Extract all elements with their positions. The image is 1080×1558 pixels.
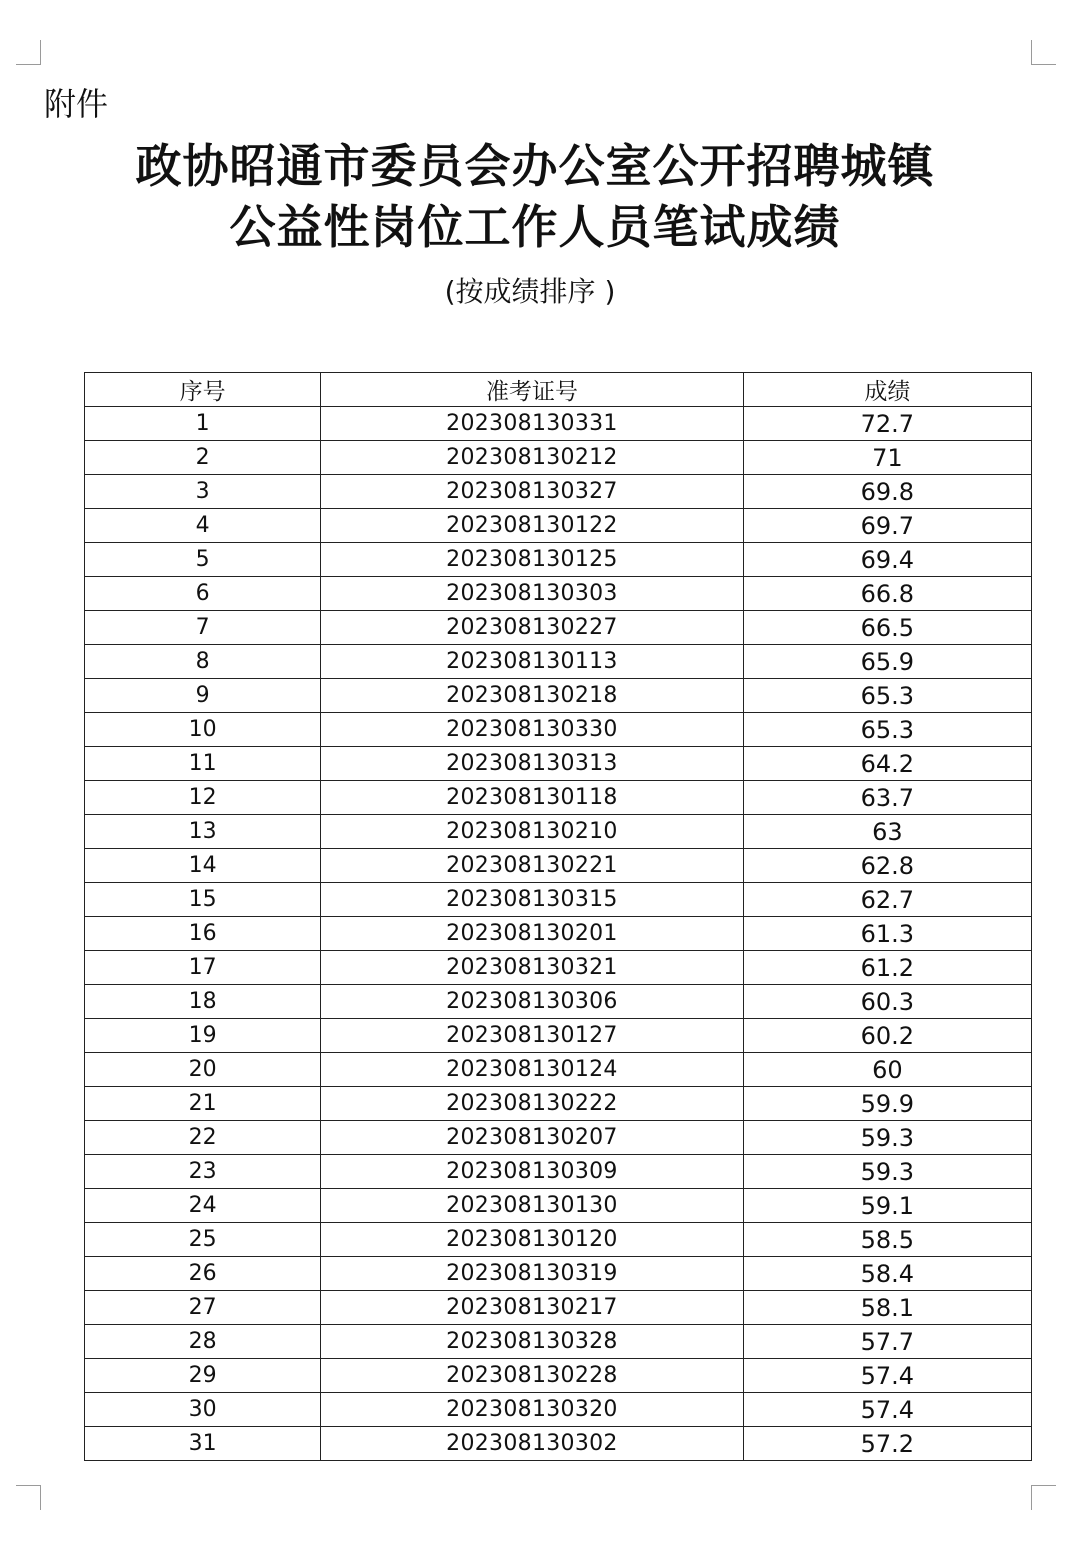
table-row	[85, 475, 1032, 509]
row-exam-id: 202308130217	[321, 1291, 743, 1325]
row-score: 57.4	[743, 1359, 1031, 1393]
row-score: 58.4	[743, 1257, 1031, 1291]
crop-mark-top-left	[16, 40, 41, 65]
row-exam-id: 202308130319	[321, 1257, 743, 1291]
row-exam-id: 202308130113	[321, 645, 743, 679]
row-exam-id: 202308130207	[321, 1121, 743, 1155]
table-row	[85, 441, 1032, 475]
row-score: 65.3	[743, 713, 1031, 747]
table-row	[85, 1121, 1032, 1155]
row-exam-id: 202308130130	[321, 1189, 743, 1223]
row-exam-id: 202308130321	[321, 951, 743, 985]
row-seq: 2	[85, 441, 321, 475]
row-score: 69.7	[743, 509, 1031, 543]
row-seq: 26	[85, 1257, 321, 1291]
row-seq: 11	[85, 747, 321, 781]
row-score: 59.3	[743, 1155, 1031, 1189]
table-body	[85, 407, 1032, 1461]
row-seq: 9	[85, 679, 321, 713]
row-seq: 25	[85, 1223, 321, 1257]
row-score: 59.9	[743, 1087, 1031, 1121]
row-score: 62.7	[743, 883, 1031, 917]
row-exam-id: 202308130127	[321, 1019, 743, 1053]
row-seq: 14	[85, 849, 321, 883]
header-exam-id: 准考证号	[321, 373, 743, 407]
table-row	[85, 747, 1032, 781]
row-score: 60.2	[743, 1019, 1031, 1053]
row-score: 72.7	[743, 407, 1031, 441]
row-seq: 4	[85, 509, 321, 543]
table-row	[85, 543, 1032, 577]
row-exam-id: 202308130201	[321, 917, 743, 951]
row-score: 63.7	[743, 781, 1031, 815]
row-exam-id: 202308130227	[321, 611, 743, 645]
row-score: 66.8	[743, 577, 1031, 611]
crop-mark-bottom-right	[1031, 1485, 1056, 1510]
row-score: 58.5	[743, 1223, 1031, 1257]
row-seq: 21	[85, 1087, 321, 1121]
table-row	[85, 781, 1032, 815]
row-seq: 19	[85, 1019, 321, 1053]
table-row	[85, 1087, 1032, 1121]
row-exam-id: 202308130303	[321, 577, 743, 611]
row-seq: 3	[85, 475, 321, 509]
row-seq: 30	[85, 1393, 321, 1427]
row-exam-id: 202308130218	[321, 679, 743, 713]
table-row	[85, 1359, 1032, 1393]
row-score: 63	[743, 815, 1031, 849]
table-row	[85, 1053, 1032, 1087]
table-row	[85, 1189, 1032, 1223]
row-score: 71	[743, 441, 1031, 475]
row-score: 59.3	[743, 1121, 1031, 1155]
row-score: 66.5	[743, 611, 1031, 645]
row-exam-id: 202308130221	[321, 849, 743, 883]
document-subtitle: (按成绩排序 )	[444, 275, 616, 308]
row-score: 69.8	[743, 475, 1031, 509]
row-score: 57.7	[743, 1325, 1031, 1359]
table-row	[85, 611, 1032, 645]
attachment-label: 附件	[44, 85, 109, 123]
row-score: 58.1	[743, 1291, 1031, 1325]
table-row	[85, 645, 1032, 679]
row-exam-id: 202308130330	[321, 713, 743, 747]
row-seq: 5	[85, 543, 321, 577]
row-seq: 17	[85, 951, 321, 985]
row-exam-id: 202308130124	[321, 1053, 743, 1087]
row-seq: 31	[85, 1427, 321, 1461]
table-row	[85, 509, 1032, 543]
row-seq: 7	[85, 611, 321, 645]
table-row	[85, 1257, 1032, 1291]
table-row	[85, 713, 1032, 747]
row-exam-id: 202308130118	[321, 781, 743, 815]
header-score: 成绩	[743, 373, 1031, 407]
row-exam-id: 202308130331	[321, 407, 743, 441]
document-title-line2: 公益性岗位工作人员笔试成绩	[229, 200, 841, 254]
row-seq: 23	[85, 1155, 321, 1189]
row-seq: 18	[85, 985, 321, 1019]
row-exam-id: 202308130228	[321, 1359, 743, 1393]
table-row	[85, 1223, 1032, 1257]
table-row	[85, 679, 1032, 713]
row-exam-id: 202308130122	[321, 509, 743, 543]
row-exam-id: 202308130328	[321, 1325, 743, 1359]
row-seq: 22	[85, 1121, 321, 1155]
table-row	[85, 407, 1032, 441]
row-exam-id: 202308130212	[321, 441, 743, 475]
table-row	[85, 1393, 1032, 1427]
row-exam-id: 202308130302	[321, 1427, 743, 1461]
row-score: 65.3	[743, 679, 1031, 713]
row-exam-id: 202308130309	[321, 1155, 743, 1189]
crop-mark-top-right	[1031, 40, 1056, 65]
row-seq: 12	[85, 781, 321, 815]
row-seq: 29	[85, 1359, 321, 1393]
table-row	[85, 1291, 1032, 1325]
table-row	[85, 1019, 1032, 1053]
row-exam-id: 202308130315	[321, 883, 743, 917]
row-score: 64.2	[743, 747, 1031, 781]
header-seq: 序号	[85, 373, 321, 407]
row-score: 60	[743, 1053, 1031, 1087]
table-row	[85, 815, 1032, 849]
crop-mark-bottom-left	[16, 1485, 41, 1510]
row-score: 69.4	[743, 543, 1031, 577]
row-seq: 15	[85, 883, 321, 917]
row-score: 61.3	[743, 917, 1031, 951]
row-seq: 27	[85, 1291, 321, 1325]
row-exam-id: 202308130320	[321, 1393, 743, 1427]
table-row	[85, 577, 1032, 611]
table-row	[85, 917, 1032, 951]
row-score: 59.1	[743, 1189, 1031, 1223]
row-seq: 28	[85, 1325, 321, 1359]
document-title-line1: 政协昭通市委员会办公室公开招聘城镇	[135, 139, 935, 193]
row-seq: 13	[85, 815, 321, 849]
table-row	[85, 951, 1032, 985]
row-seq: 1	[85, 407, 321, 441]
row-exam-id: 202308130306	[321, 985, 743, 1019]
row-seq: 16	[85, 917, 321, 951]
row-score: 57.2	[743, 1427, 1031, 1461]
row-exam-id: 202308130125	[321, 543, 743, 577]
row-seq: 24	[85, 1189, 321, 1223]
row-seq: 6	[85, 577, 321, 611]
row-score: 62.8	[743, 849, 1031, 883]
table-row	[85, 1155, 1032, 1189]
table-row	[85, 985, 1032, 1019]
row-exam-id: 202308130222	[321, 1087, 743, 1121]
row-exam-id: 202308130313	[321, 747, 743, 781]
row-exam-id: 202308130210	[321, 815, 743, 849]
row-seq: 20	[85, 1053, 321, 1087]
table-row	[85, 849, 1032, 883]
row-score: 57.4	[743, 1393, 1031, 1427]
row-score: 65.9	[743, 645, 1031, 679]
row-score: 60.3	[743, 985, 1031, 1019]
row-seq: 10	[85, 713, 321, 747]
table-row	[85, 1325, 1032, 1359]
table-row	[85, 1427, 1032, 1461]
table-row	[85, 883, 1032, 917]
row-exam-id: 202308130327	[321, 475, 743, 509]
scores-table	[84, 372, 1032, 1461]
row-score: 61.2	[743, 951, 1031, 985]
row-seq: 8	[85, 645, 321, 679]
table-header-row	[85, 373, 1032, 407]
row-exam-id: 202308130120	[321, 1223, 743, 1257]
